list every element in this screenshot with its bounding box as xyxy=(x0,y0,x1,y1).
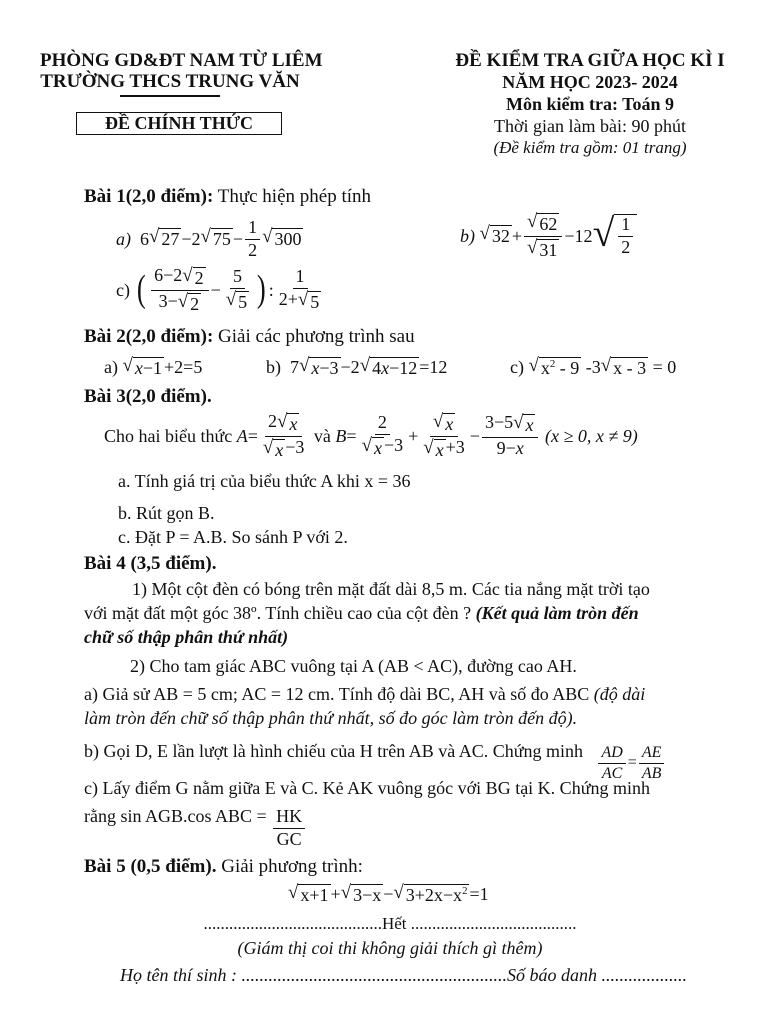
bai1-b: b) √ 32 + √ 62 √ 31 −12 √ $\frac{1}{2}$ xyxy=(460,212,637,260)
bai4-pa-note: (độ dài xyxy=(593,684,646,704)
bai5-title: Bài 5 (0,5 điểm). xyxy=(84,856,217,877)
bai4-p1-note: (Kết quả làm tròn đến xyxy=(475,603,639,623)
bai3-title: Bài 3(2,0 điểm). xyxy=(84,386,212,407)
bai2-a: a) √ x−1 +2=5 xyxy=(104,355,203,378)
pages-note: (Đề kiểm tra gồm: 01 trang) xyxy=(493,138,687,157)
bai3-c: c. Đặt P = A.B. So sánh P với 2. xyxy=(118,527,348,547)
bai5-equation: √ x+1 + √ 3−x − √ $3+2x-x^2$ =1 xyxy=(288,882,489,905)
bai3-b: b. Rút gọn B. xyxy=(118,503,215,523)
bai1-desc: Thực hiện phép tính xyxy=(217,186,372,207)
bai1-a-label: a) xyxy=(116,228,131,249)
bai4-pa-text: a) Giả sử AB = 5 cm; AC = 12 cm. Tính độ dài BC, AH và số đo ABC xyxy=(84,684,590,704)
bai4-p1-line1: 1) Một cột đèn có bóng trên mặt đất dài 8,5 m. Các tia nắng mặt trời tạo xyxy=(132,579,650,599)
school-year: NĂM HỌC 2023- 2024 xyxy=(502,72,678,92)
bai3-a: a. Tính giá trị của biểu thức A khi x = 36 xyxy=(118,471,411,491)
bai4-pc-line1: c) Lấy điểm G nằm giữa E và C. Kẻ AK vuông góc với BG tại K. Chứng minh xyxy=(84,778,650,798)
bai1-a: a) 6 √ 27 −2 √ 75 − $\frac{1}{2}$ √ 300 xyxy=(116,217,302,260)
bai4-pa-line1 xyxy=(84,684,645,705)
bai2-desc: Giải các phương trình sau xyxy=(218,326,415,347)
bai2-a-label: a) xyxy=(104,357,118,378)
bai2-title: Bài 2(2,0 điểm): xyxy=(84,326,214,347)
bai2-b: b) 7 √ x−3 −2 √ 4x−12 =12 xyxy=(266,355,448,378)
bai2-c-label: c) xyxy=(510,357,524,378)
bai2-b-label: b) xyxy=(266,357,281,378)
department-name: PHÒNG GD&ĐT NAM TỪ LIÊM xyxy=(40,50,323,71)
end-marker: ..........................................Hết ....................................... xyxy=(203,914,577,933)
bai2-c: c) √ $x^2 - 9$ -3 √ x - 3 = 0 xyxy=(510,355,677,378)
bai3-condition: (x ≥ 0, x ≠ 9) xyxy=(544,425,638,446)
bai4-pc-text: rằng sin AGB.cos ABC = xyxy=(84,806,267,826)
bai4-pc-line2: rằng sin AGB.cos ABC = $\frac{HK}{GC}$ xyxy=(84,806,307,850)
bai4-title: Bài 4 (3,5 điểm). xyxy=(84,553,217,574)
bai1-c: c) ( 6−2 √ 2 3− √ 2 − 5 √ 5 ) : 1 2+ √ 5 xyxy=(116,265,320,314)
bai2-heading xyxy=(84,326,415,348)
subject: Môn kiểm tra: Toán 9 xyxy=(505,94,674,114)
bai4-pa-line2: làm tròn đến chữ số thập phân thứ nhất, số đo góc làm tròn đến độ). xyxy=(84,708,578,728)
exam-title: ĐỀ KIỂM TRA GIỮA HỌC KÌ I xyxy=(455,50,725,71)
bai4-p2-intro: 2) Cho tam giác ABC vuông tại A (AB < AC), đường cao AH. xyxy=(130,656,577,676)
bai1-heading xyxy=(84,186,371,208)
school-underline xyxy=(120,95,220,97)
bai4-p1-line2 xyxy=(84,603,639,624)
bai3-intro: Cho hai biểu thức xyxy=(104,425,233,446)
bai4-pb-text: b) Gọi D, E lần lượt là hình chiếu của H trên AB và AC. Chứng minh xyxy=(84,741,583,761)
official-exam-label: ĐỀ CHÍNH THỨC xyxy=(76,112,282,135)
bai5-desc: Giải phương trình: xyxy=(221,856,363,877)
bai1-b-label: b) xyxy=(460,225,475,246)
bai3-and: và xyxy=(313,425,331,446)
candidate-info-line: Họ tên thí sinh : ...........................................................Số báo danh ................... xyxy=(120,965,687,985)
bai4-p1-line3: chữ số thập phân thứ nhất) xyxy=(84,627,289,647)
bai4-p1-text: với mặt đất một góc 38º. Tính chiều cao của cột đèn ? xyxy=(84,603,472,623)
bai3-expressions: Cho hai biểu thức A = 2 √ x √ x −3 và B = 2 √ x −3 + √ x √ x +3 − 3−5 √ x 9−x (x ≥ 0, x ≠ 9) xyxy=(104,411,638,460)
bai5-heading xyxy=(84,856,363,878)
bai1-title: Bài 1(2,0 điểm): xyxy=(84,186,214,207)
bai1-c-label: c) xyxy=(116,279,130,300)
school-name: TRƯỜNG THCS TRUNG VĂN xyxy=(40,71,300,92)
proctor-note: (Giám thị coi thi không giải thích gì thêm) xyxy=(237,938,543,958)
bai4-pb: b) Gọi D, E lần lượt là hình chiếu của H trên AB và AC. Chứng minh $\frac{AD}{AC}$ = $\frac{AE}{AB}$ xyxy=(84,741,666,782)
duration: Thời gian làm bài: 90 phút xyxy=(494,116,686,136)
